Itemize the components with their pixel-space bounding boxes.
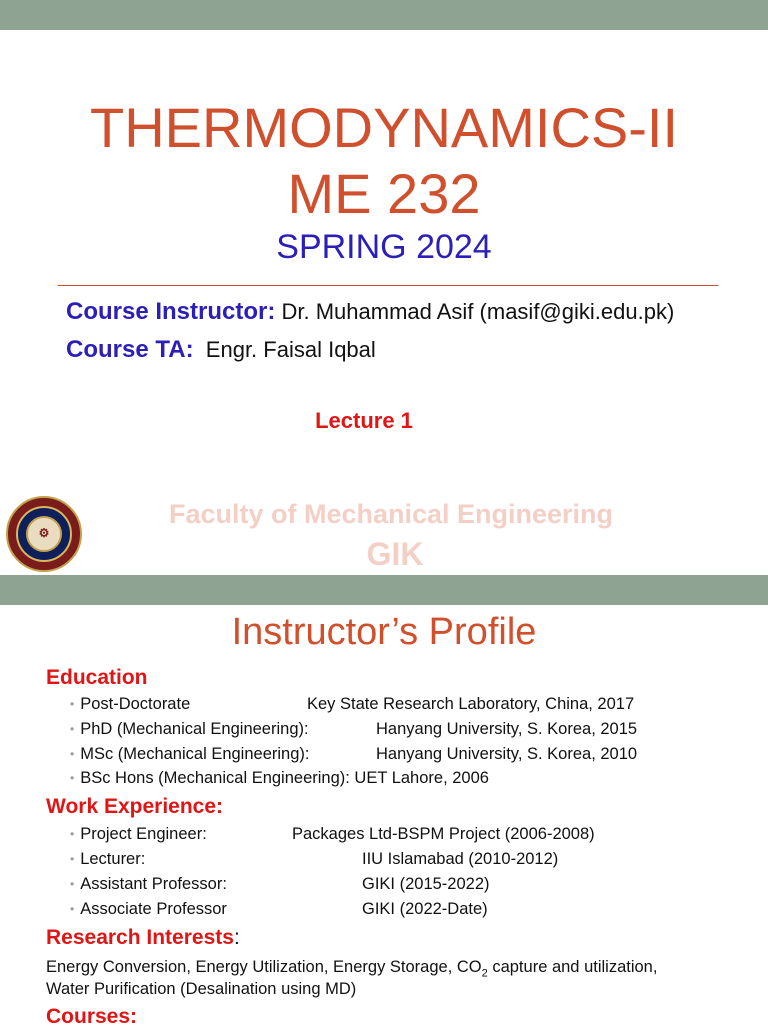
profile-title: Instructor’s Profile <box>231 611 537 653</box>
work-value: GIKI (2022-Date) <box>362 900 488 918</box>
research-line-2: Water Purification (Desalination using MD) <box>46 980 357 998</box>
course-title: THERMODYNAMICS-II <box>90 96 678 159</box>
work-label: Associate Professor <box>80 900 227 918</box>
education-item <box>70 695 190 714</box>
bullet-icon: • <box>70 852 75 866</box>
education-value: Hanyang University, S. Korea, 2015 <box>376 720 638 738</box>
research-heading <box>46 926 240 950</box>
work-value: GIKI (2015-2022) <box>362 875 490 893</box>
work-label: Project Engineer: <box>80 825 207 843</box>
work-item <box>70 850 145 869</box>
education-value: Hanyang University, S. Korea, 2010 <box>376 745 638 763</box>
bullet-icon: • <box>70 697 75 711</box>
faculty-name: Faculty of Mechanical Engineering <box>168 499 614 529</box>
ta-label: Course TA: <box>66 336 194 363</box>
research-text-b: capture and utilization, <box>487 958 658 976</box>
bullet-icon: • <box>70 771 75 785</box>
course-term: SPRING 2024 <box>276 228 492 266</box>
research-subscript: 2 <box>481 967 488 980</box>
education-item <box>70 769 489 788</box>
education-heading: Education <box>46 666 148 689</box>
middle-band <box>0 575 768 605</box>
ta-line <box>66 336 376 364</box>
research-colon: : <box>233 926 240 949</box>
instructor-label: Course Instructor: <box>66 298 276 325</box>
work-item <box>70 875 227 894</box>
seal-emblem-icon: ⚙ <box>38 526 50 540</box>
education-label: BSc Hons (Mechanical Engineering): UET Lahore, 2006 <box>80 769 489 787</box>
education-item <box>70 720 309 739</box>
institute-name: GIK <box>366 536 424 572</box>
work-item <box>70 825 207 844</box>
work-value: Packages Ltd-BSPM Project (2006-2008) <box>292 825 595 843</box>
courses-heading: Courses: <box>46 1005 138 1028</box>
education-label: PhD (Mechanical Engineering): <box>80 720 309 738</box>
research-heading-text: Research Interests <box>46 926 234 949</box>
bullet-icon: • <box>70 877 75 891</box>
work-heading: Work Experience: <box>46 795 224 818</box>
bullet-icon: • <box>70 722 75 736</box>
work-value: IIU Islamabad (2010-2012) <box>362 850 559 868</box>
instructor-value: Dr. Muhammad Asif (masif@giki.edu.pk) <box>281 299 675 324</box>
lecture-label: Lecture 1 <box>315 408 413 433</box>
education-value: Key State Research Laboratory, China, 2017 <box>307 695 635 713</box>
education-label: MSc (Mechanical Engineering): <box>80 745 310 763</box>
work-item <box>70 900 227 919</box>
instructor-line <box>66 298 674 326</box>
education-item <box>70 745 309 764</box>
course-code: ME 232 <box>287 162 481 225</box>
work-label: Lecturer: <box>80 850 146 868</box>
top-band <box>0 0 768 30</box>
title-divider <box>58 285 718 286</box>
research-text-a: Energy Conversion, Energy Utilization, Energy Storage, CO <box>46 958 482 976</box>
work-label: Assistant Professor: <box>80 875 227 893</box>
education-label: Post-Doctorate <box>80 695 191 713</box>
bullet-icon: • <box>70 747 75 761</box>
bullet-icon: • <box>70 827 75 841</box>
bullet-icon: • <box>70 902 75 916</box>
ta-value: Engr. Faisal Iqbal <box>205 337 376 362</box>
